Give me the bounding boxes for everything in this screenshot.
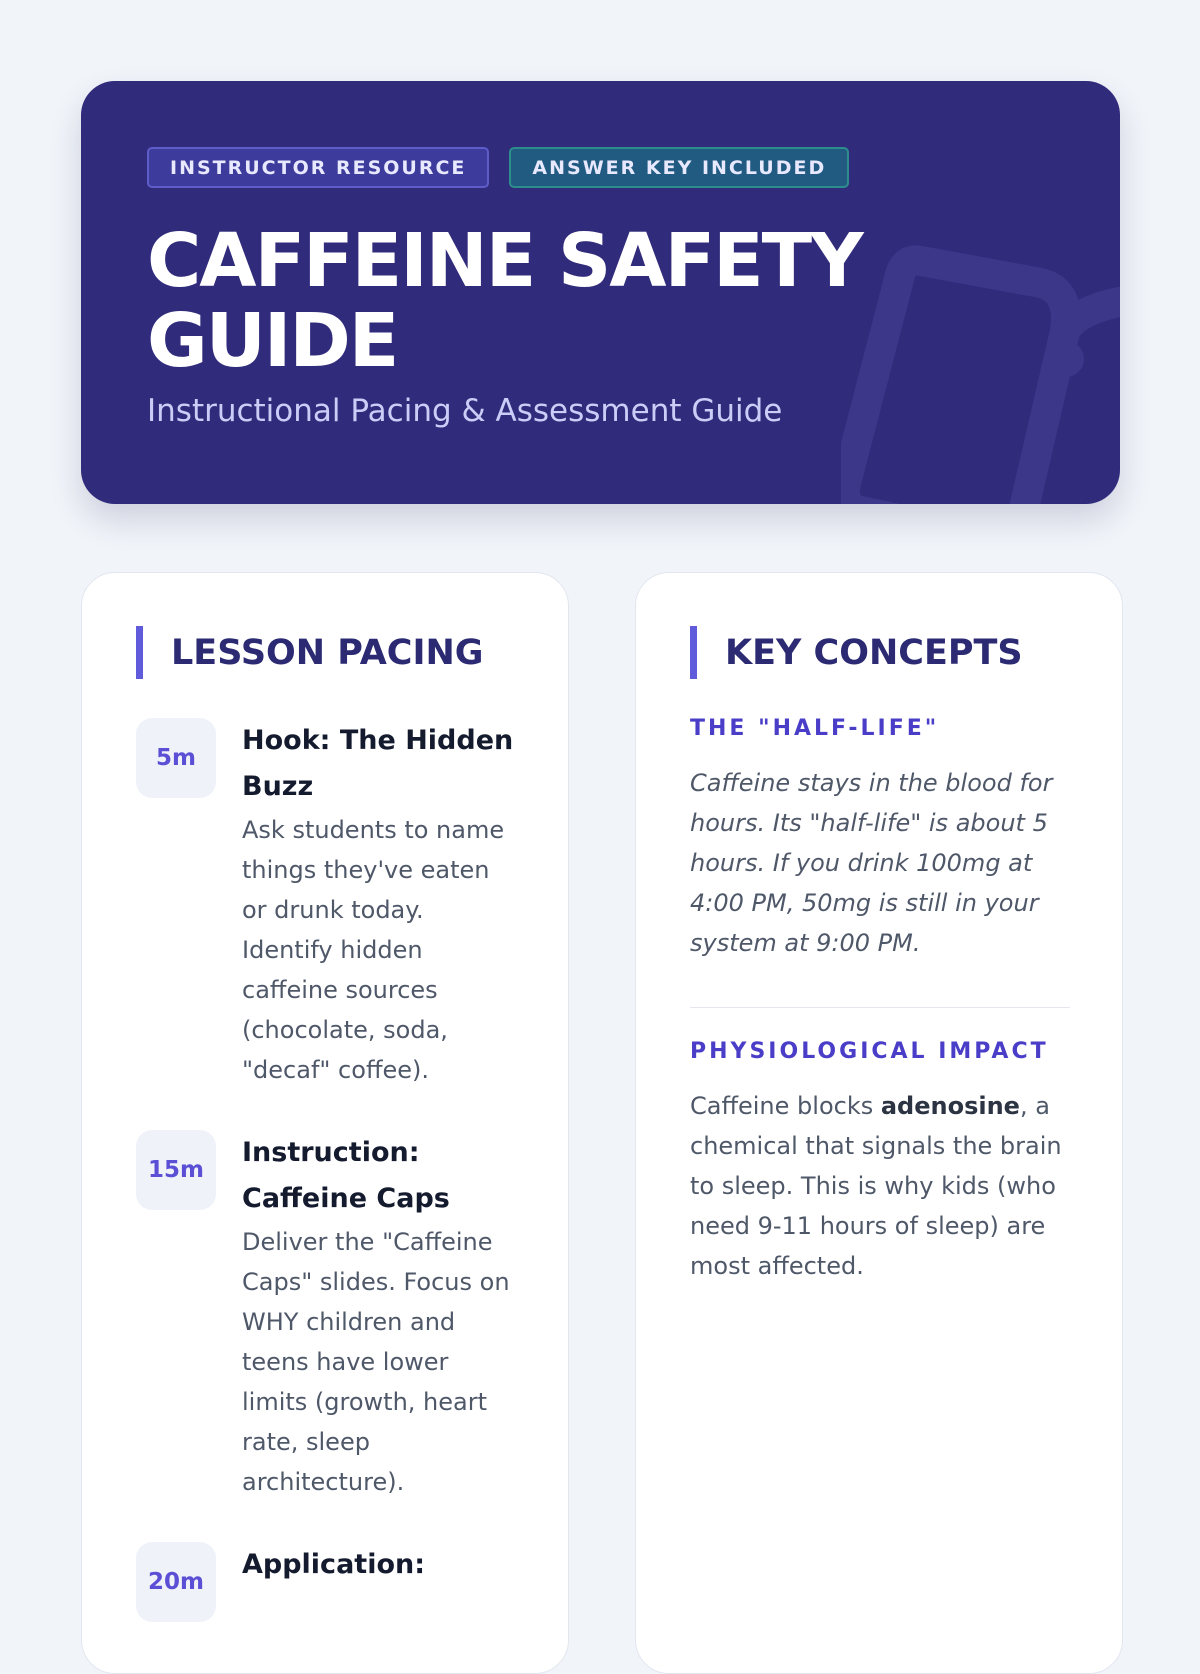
pacing-item-title: Application: — [242, 1549, 426, 1580]
badge-row — [147, 147, 849, 188]
pacing-item-description: Ask students to name things they've eaten or drunk today. Identify hidden caffeine sources (chocolate, soda, "decaf" coffee). — [242, 816, 505, 1084]
adenosine-term: adenosine — [880, 1092, 1020, 1120]
instructor-resource-badge: INSTRUCTOR RESOURCE — [147, 147, 489, 188]
key-concepts-heading: KEY CONCEPTS — [690, 626, 1023, 679]
pacing-item-body — [242, 1130, 516, 1502]
answer-key-badge: ANSWER KEY INCLUDED — [509, 147, 849, 188]
hero-banner — [81, 81, 1120, 504]
divider — [690, 1007, 1070, 1008]
pacing-item-body — [242, 1542, 516, 1622]
half-life-text: Caffeine stays in the blood for hours. Its "half-life" is about 5 hours. If you drink 100mg at 4:00 PM, 50mg is still in your system at 9:00 PM. — [690, 769, 1053, 957]
physiological-impact-text — [690, 1086, 1070, 1286]
duration-badge: 15m — [136, 1130, 216, 1210]
lesson-pacing-heading: LESSON PACING — [136, 626, 484, 679]
physiological-impact-label: PHYSIOLOGICAL IMPACT — [690, 1039, 1049, 1064]
key-concepts-card — [635, 572, 1123, 1674]
pacing-item-body — [242, 718, 516, 1090]
pacing-item-title: Instruction: Caffeine Caps — [242, 1137, 450, 1214]
pacing-item-description: Deliver the "Caffeine Caps" slides. Focus on WHY children and teens have lower limits (growth, heart rate, sleep architecture). — [242, 1228, 510, 1496]
duration-badge: 20m — [136, 1542, 216, 1622]
concepts-list — [690, 713, 1070, 1286]
pacing-item — [136, 1542, 516, 1622]
impact-text-start: Caffeine blocks — [690, 1092, 881, 1120]
half-life-label: THE "HALF-LIFE" — [690, 716, 940, 741]
duration-badge: 5m — [136, 718, 216, 798]
page-subtitle: Instructional Pacing & Assessment Guide — [147, 393, 783, 429]
lesson-pacing-card — [81, 572, 569, 1674]
pacing-item — [136, 718, 516, 1090]
impact-text-end: , a chemical that signals the brain to sleep. This is why kids (who need 9-11 hours of sleep) are most affected. — [690, 1092, 1062, 1280]
pacing-list — [136, 718, 516, 1662]
pacing-item — [136, 1130, 516, 1502]
pacing-item-title: Hook: The Hidden Buzz — [242, 725, 514, 802]
page-title: CAFFEINE SAFETY GUIDE — [147, 218, 862, 384]
